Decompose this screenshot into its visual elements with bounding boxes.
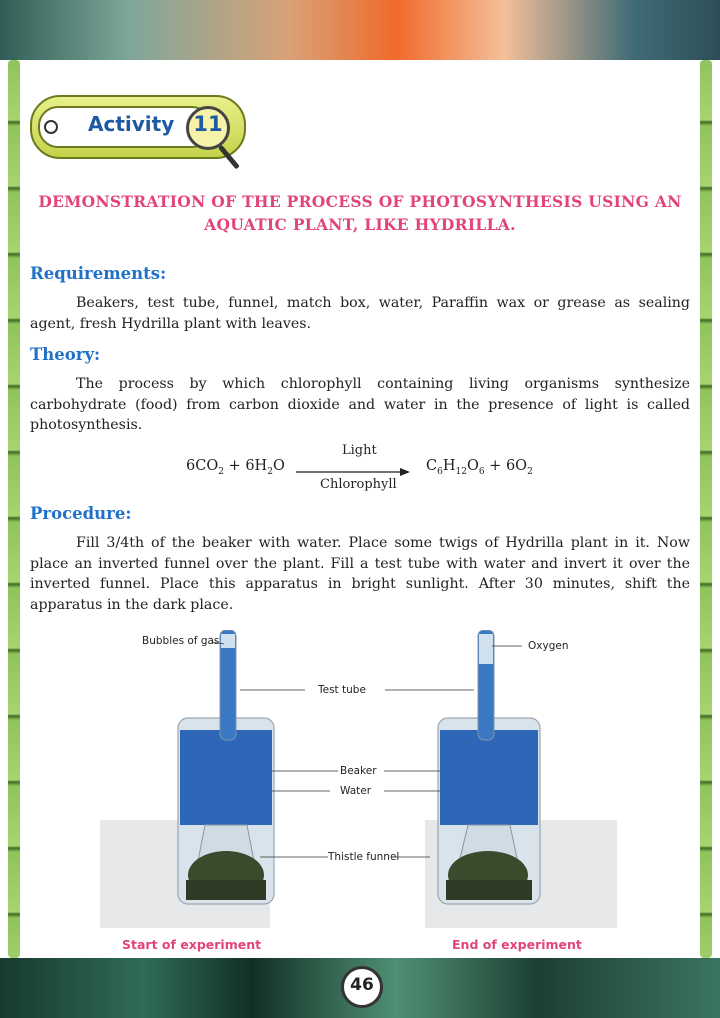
photosynthesis-equation xyxy=(0,440,720,500)
reaction-arrow-icon xyxy=(296,468,410,476)
label-bubbles-of-gas: Bubbles of gas xyxy=(142,635,220,647)
right-beaker xyxy=(438,630,540,904)
left-beaker xyxy=(178,630,274,904)
right-bamboo-border xyxy=(700,60,712,958)
label-thistle-funnel: Thistle funnel xyxy=(328,851,400,863)
caption-start-of-experiment: Start of experiment xyxy=(122,937,262,952)
top-decorative-banner xyxy=(0,0,720,60)
caption-end-of-experiment: End of experiment xyxy=(452,937,582,952)
activity-number: 11 xyxy=(193,112,223,136)
procedure-heading: Procedure: xyxy=(30,504,132,523)
left-bamboo-border xyxy=(8,60,20,958)
equation-reactants: $6CO_2 + 6H_2O$ xyxy=(186,458,285,477)
page-number: 46 xyxy=(350,975,374,995)
activity-title-line-2: AQUATIC PLANT, LIKE HYDRILLA. xyxy=(204,215,516,234)
badge-dot-icon xyxy=(44,120,58,134)
equation-condition-chlorophyll: Chlorophyll xyxy=(320,477,397,492)
activity-title xyxy=(30,190,690,236)
theory-heading: Theory: xyxy=(30,345,101,364)
label-water: Water xyxy=(340,785,372,797)
theory-text: The process by which chlorophyll containing living organisms synthesize carbohydrate (food) from carbon dioxide and water in the presence of light is called photosynthesis. xyxy=(30,376,690,433)
label-beaker: Beaker xyxy=(340,765,377,777)
activity-label: Activity xyxy=(88,112,175,136)
procedure-text: Fill 3/4th of the beaker with water. Place some twigs of Hydrilla plant in it. Now place an inverted funnel over the plant. Fill a test tube with water and invert it over the inverted funnel. Place this apparatus in bright sunlight. After 30 minutes, shift the apparatus in the dark place. xyxy=(30,535,690,613)
experiment-figure xyxy=(100,630,620,960)
equation-products: $C_6H_{12}O_6 + 6O_2$ xyxy=(426,458,533,477)
equation-condition-light: Light xyxy=(342,443,377,458)
label-test-tube: Test tube xyxy=(318,684,366,696)
requirements-heading: Requirements: xyxy=(30,264,167,283)
requirements-text: Beakers, test tube, funnel, match box, water, Paraffin wax or grease as sealing agent, fresh Hydrilla plant with leaves. xyxy=(30,295,690,332)
label-oxygen: Oxygen xyxy=(528,640,569,652)
activity-title-line-1: DEMONSTRATION OF THE PROCESS OF PHOTOSYNTHESIS USING AN xyxy=(38,192,682,211)
